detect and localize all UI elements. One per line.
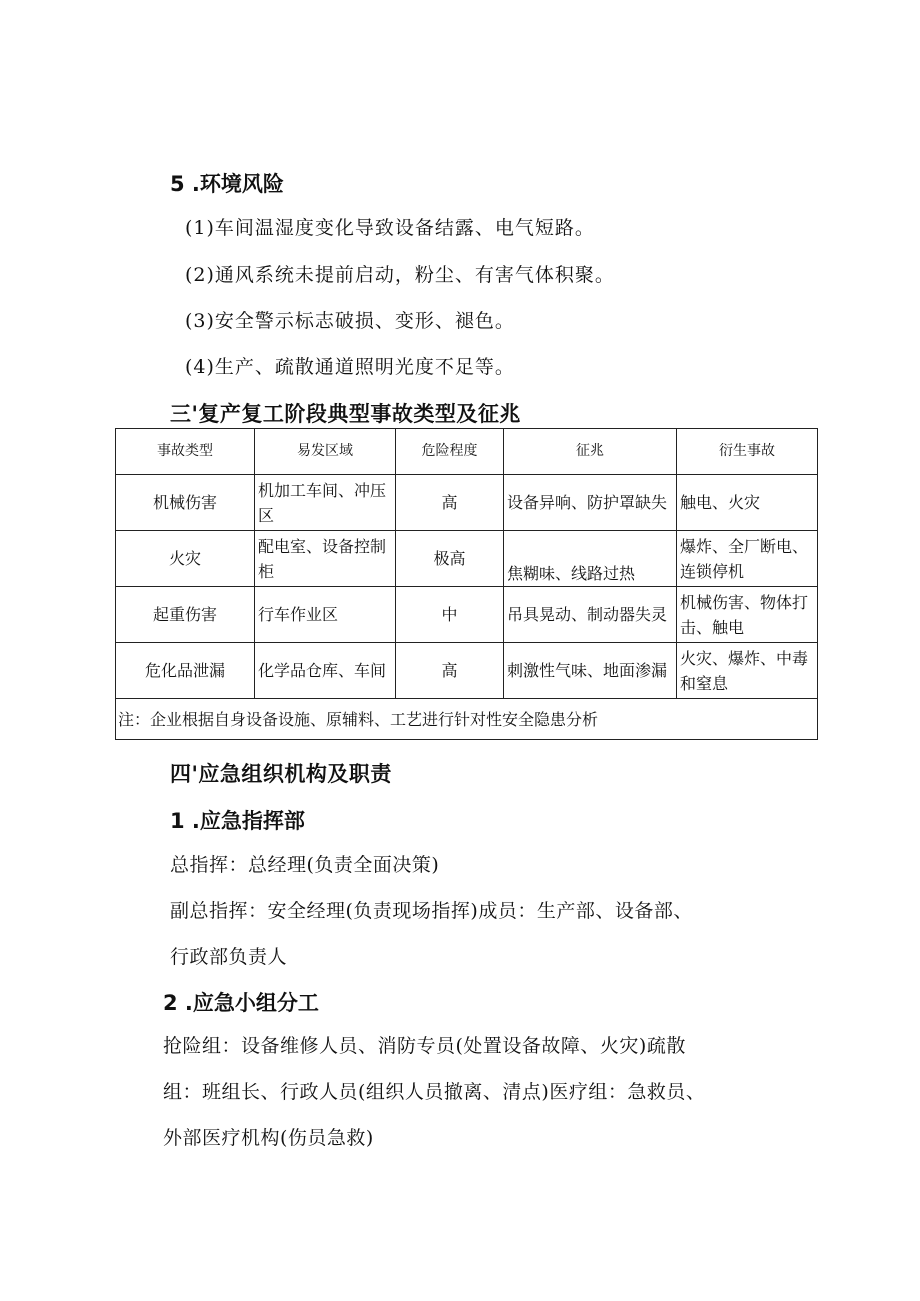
table-note-row (116, 699, 818, 740)
cell-prone-area: 化学品仓库、车间 (255, 643, 396, 699)
risk-item: (1)车间温湿度变化导致设备结露、电气短路。 (185, 217, 595, 239)
cell-accident-type: 起重伤害 (116, 587, 255, 643)
cell-accident-type: 危化品泄漏 (116, 643, 255, 699)
cell-derived-accidents: 机械伤害、物体打击、触电 (677, 587, 818, 643)
cell-derived-accidents: 触电、火灾 (677, 475, 818, 531)
header-derived-accidents: 衍生事故 (677, 429, 818, 475)
section-title-accident-types: 三'复产复工阶段典型事故类型及征兆 (170, 402, 521, 426)
risk-item: (2)通风系统未提前启动，粉尘、有害气体积聚。 (185, 264, 615, 286)
cell-signs: 吊具晃动、制动器失灵 (504, 587, 677, 643)
header-danger-level: 危险程度 (396, 429, 504, 475)
cell-signs: 焦糊味、线路过热 (504, 531, 677, 587)
section-title-environment-risk: 5 .环境风险 (170, 172, 284, 196)
section-title-emergency-organization: 四'应急组织机构及职责 (170, 762, 392, 786)
cell-danger-level: 高 (396, 643, 504, 699)
subsection-title-team-division: 2 .应急小组分工 (163, 991, 319, 1015)
table-row (116, 643, 818, 699)
risk-item: (3)安全警示标志破损、变形、褪色。 (185, 310, 515, 332)
header-signs: 征兆 (504, 429, 677, 475)
table-row (116, 475, 818, 531)
cell-signs: 设备异响、防护罩缺失 (504, 475, 677, 531)
table-header-row (116, 429, 818, 475)
cell-prone-area: 配电室、设备控制柜 (255, 531, 396, 587)
table-note: 注：企业根据自身设备设施、原辅料、工艺进行针对性安全隐患分析 (116, 699, 818, 740)
cell-prone-area: 机加工车间、冲压区 (255, 475, 396, 531)
cell-derived-accidents: 爆炸、全厂断电、连锁停机 (677, 531, 818, 587)
accident-types-table (115, 428, 818, 740)
subsection-title-command-center: 1 .应急指挥部 (170, 809, 305, 833)
cell-danger-level: 高 (396, 475, 504, 531)
risk-item: (4)生产、疏散通道照明光度不足等。 (185, 356, 515, 378)
team-division-line: 抢险组：设备维修人员、消防专员(处置设备故障、火灾)疏散 (163, 1035, 686, 1057)
table-row (116, 531, 818, 587)
team-division-line: 外部医疗机构(伤员急救) (163, 1127, 374, 1149)
team-division-line: 组：班组长、行政人员(组织人员撤离、清点)医疗组：急救员、 (163, 1081, 706, 1103)
header-prone-area: 易发区域 (255, 429, 396, 475)
commander-line: 总指挥：总经理(负责全面决策) (170, 854, 440, 876)
cell-prone-area: 行车作业区 (255, 587, 396, 643)
cell-derived-accidents: 火灾、爆炸、中毒和窒息 (677, 643, 818, 699)
cell-accident-type: 机械伤害 (116, 475, 255, 531)
cell-danger-level: 中 (396, 587, 504, 643)
cell-danger-level: 极高 (396, 531, 504, 587)
cell-signs: 刺激性气味、地面渗漏 (504, 643, 677, 699)
deputy-commander-line-continued: 行政部负责人 (170, 946, 288, 968)
table-row (116, 587, 818, 643)
cell-accident-type: 火灾 (116, 531, 255, 587)
deputy-commander-line: 副总指挥：安全经理(负责现场指挥)成员：生产部、设备部、 (170, 900, 693, 922)
header-accident-type: 事故类型 (116, 429, 255, 475)
